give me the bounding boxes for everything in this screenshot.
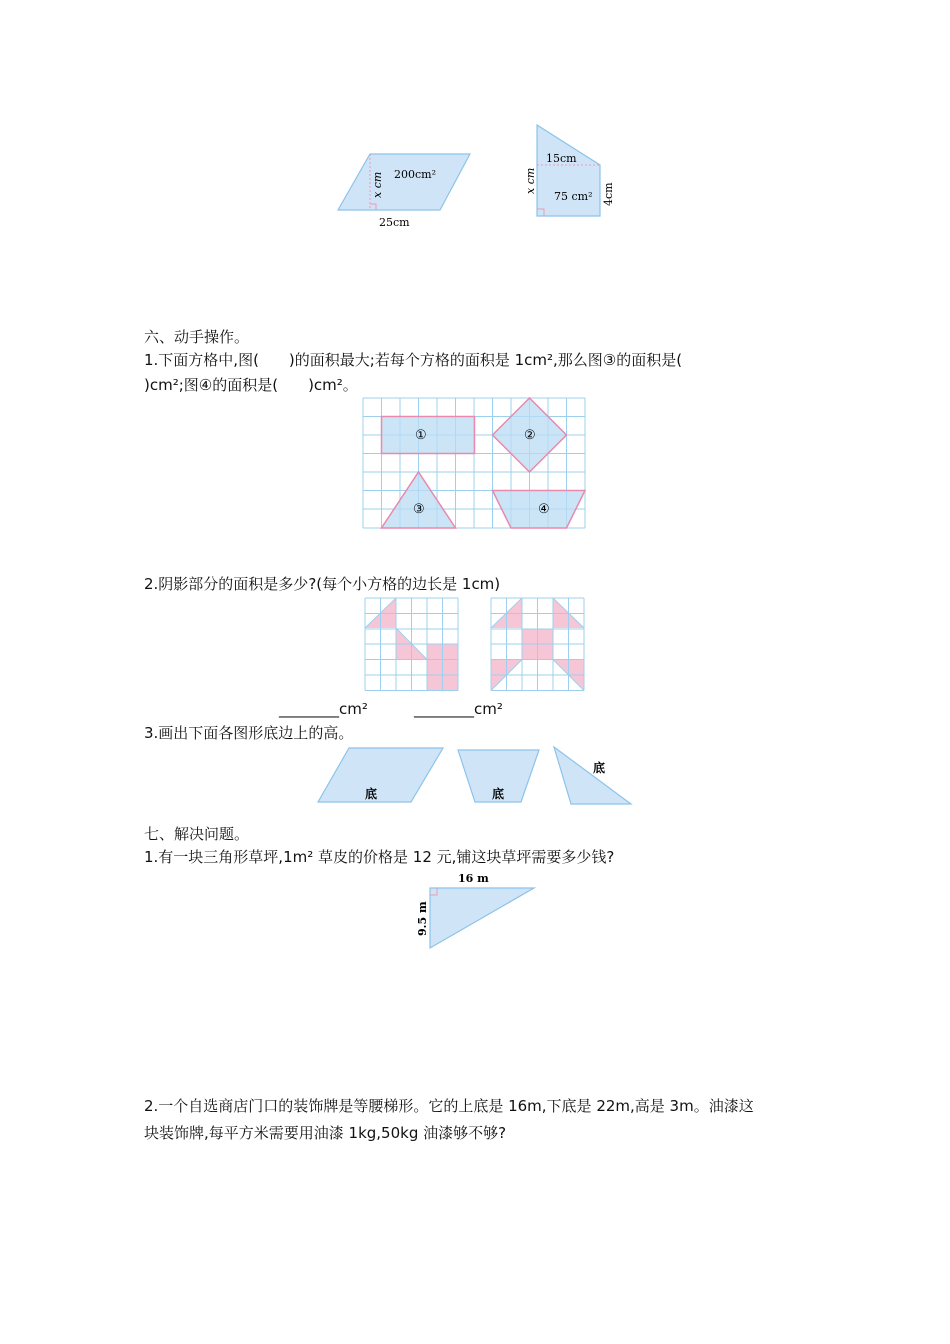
trapezoid-right-label: 4cm	[602, 182, 615, 206]
parallelogram-to-draw	[318, 748, 443, 802]
section6-q3: 3.画出下面各图形底边上的高。	[144, 724, 354, 742]
parallelogram-base-label: 25cm	[379, 216, 410, 229]
shaded-grid-2	[490, 597, 587, 692]
lawn-triangle-figure	[412, 868, 542, 954]
section7-q1: 1.有一块三角形草坪,1m² 草皮的价格是 12 元,铺这块草坪需要多少钱?	[144, 848, 615, 866]
trapezoid-area-label: 75 cm²	[554, 190, 593, 203]
triangle-base-word: 底	[593, 761, 606, 775]
triangle-to-draw	[554, 747, 631, 804]
trapezoid-top-label: 15cm	[546, 152, 577, 165]
section6-q1-line2: )cm²;图④的面积是( )cm²。	[144, 376, 358, 394]
shape-3-label: ③	[413, 502, 425, 517]
parallelogram-height-label: x cm	[371, 171, 384, 198]
shape-1-rectangle	[382, 417, 475, 454]
section6-q1-line1: 1.下面方格中,图( )的面积最大;若每个方格的面积是 1cm²,那么图③的面积是(	[144, 351, 683, 369]
section7-q2-line1: 2.一个自选商店门口的装饰牌是等腰梯形。它的上底是 16m,下底是 22m,高是 3m。油漆这	[144, 1097, 754, 1115]
shape-3-triangle	[382, 472, 456, 528]
parallelogram-figure	[330, 148, 480, 238]
trapezoid-base-word: 底	[492, 787, 505, 801]
section7-q2-line2: 块装饰牌,每平方米需要用油漆 1kg,50kg 油漆够不够?	[144, 1124, 507, 1142]
answer-blank-1[interactable]: ________cm²	[279, 700, 368, 718]
section7-title: 七、解决问题。	[144, 825, 250, 843]
section6-title: 六、动手操作。	[144, 328, 250, 346]
shape-2-label: ②	[524, 428, 536, 443]
shape-4-label: ④	[538, 502, 550, 517]
shape-grid	[362, 397, 588, 530]
trapezoid-height-label: x cm	[524, 167, 537, 194]
parallelogram-base-word: 底	[365, 787, 378, 801]
parallelogram-shape	[338, 154, 470, 210]
parallelogram-area-label: 200cm²	[394, 168, 436, 181]
section6-q2: 2.阴影部分的面积是多少?(每个小方格的边长是 1cm)	[144, 575, 501, 593]
height-shapes	[315, 744, 635, 806]
lawn-triangle	[430, 888, 534, 948]
answer-blank-2[interactable]: ________cm²	[414, 700, 503, 718]
shape-1-label: ①	[415, 428, 427, 443]
shaded-grid-1	[364, 597, 461, 692]
trapezoid-figure	[520, 120, 620, 225]
lawn-top-label: 16 m	[458, 872, 489, 885]
lawn-side-label: 9.5 m	[416, 901, 429, 936]
